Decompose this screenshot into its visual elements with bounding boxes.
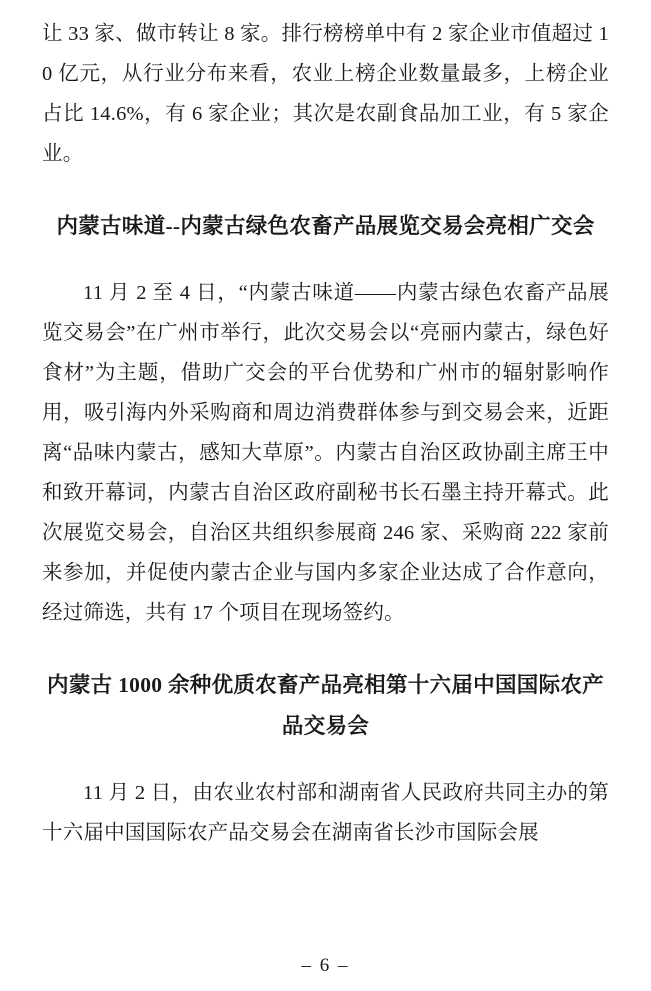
spacer (42, 747, 609, 773)
page-number: – 6 – (301, 955, 350, 976)
paragraph-expo-guangzhou: 11 月 2 至 4 日，“内蒙古味道——内蒙古绿色农畜产品展览交易会”在广州市举行，此次交易会以“亮丽内蒙古，绿色好食材”为主题，借助广交会的平台优势和广州市的辐射影响作用，吸引海内外采购商和周边消费群体参与到交易会来，近距离“品味内蒙古，感知大草原”。内蒙古自治区政协副主席王中和致开幕词，内蒙古自治区政府副秘书长石墨主持开幕式。此次展览交易会，自治区共组织参展商 246 家、采购商 222 家前来参加，并促使内蒙古企业与国内多家企业达成了合作意向，经过筛选，共有 17 个项目在现场签约。 (42, 282, 609, 624)
spacer (42, 174, 609, 206)
section-heading-1000-products: 内蒙古 1000 余种优质农畜产品亮相第十六届中国国际农产品交易会 (47, 673, 604, 738)
spacer (42, 633, 609, 665)
paragraph-market-ranking: 让 33 家、做市转让 8 家。排行榜榜单中有 2 家企业市值超过 10 亿元，从行业分布来看，农业上榜企业数量最多，上榜企业占比 14.6%，有 6 家企业；其次是农副食品加工业，有 5 家企业。 (42, 23, 609, 165)
spacer (42, 247, 609, 273)
section-heading-inner-mongolia-taste: 内蒙古味道--内蒙古绿色农畜产品展览交易会亮相广交会 (56, 214, 595, 238)
paragraph-agri-fair-changsha: 11 月 2 日，由农业农村部和湖南省人民政府共同主办的第十六届中国国际农产品交易会在湖南省长沙市国际会展 (42, 782, 609, 844)
